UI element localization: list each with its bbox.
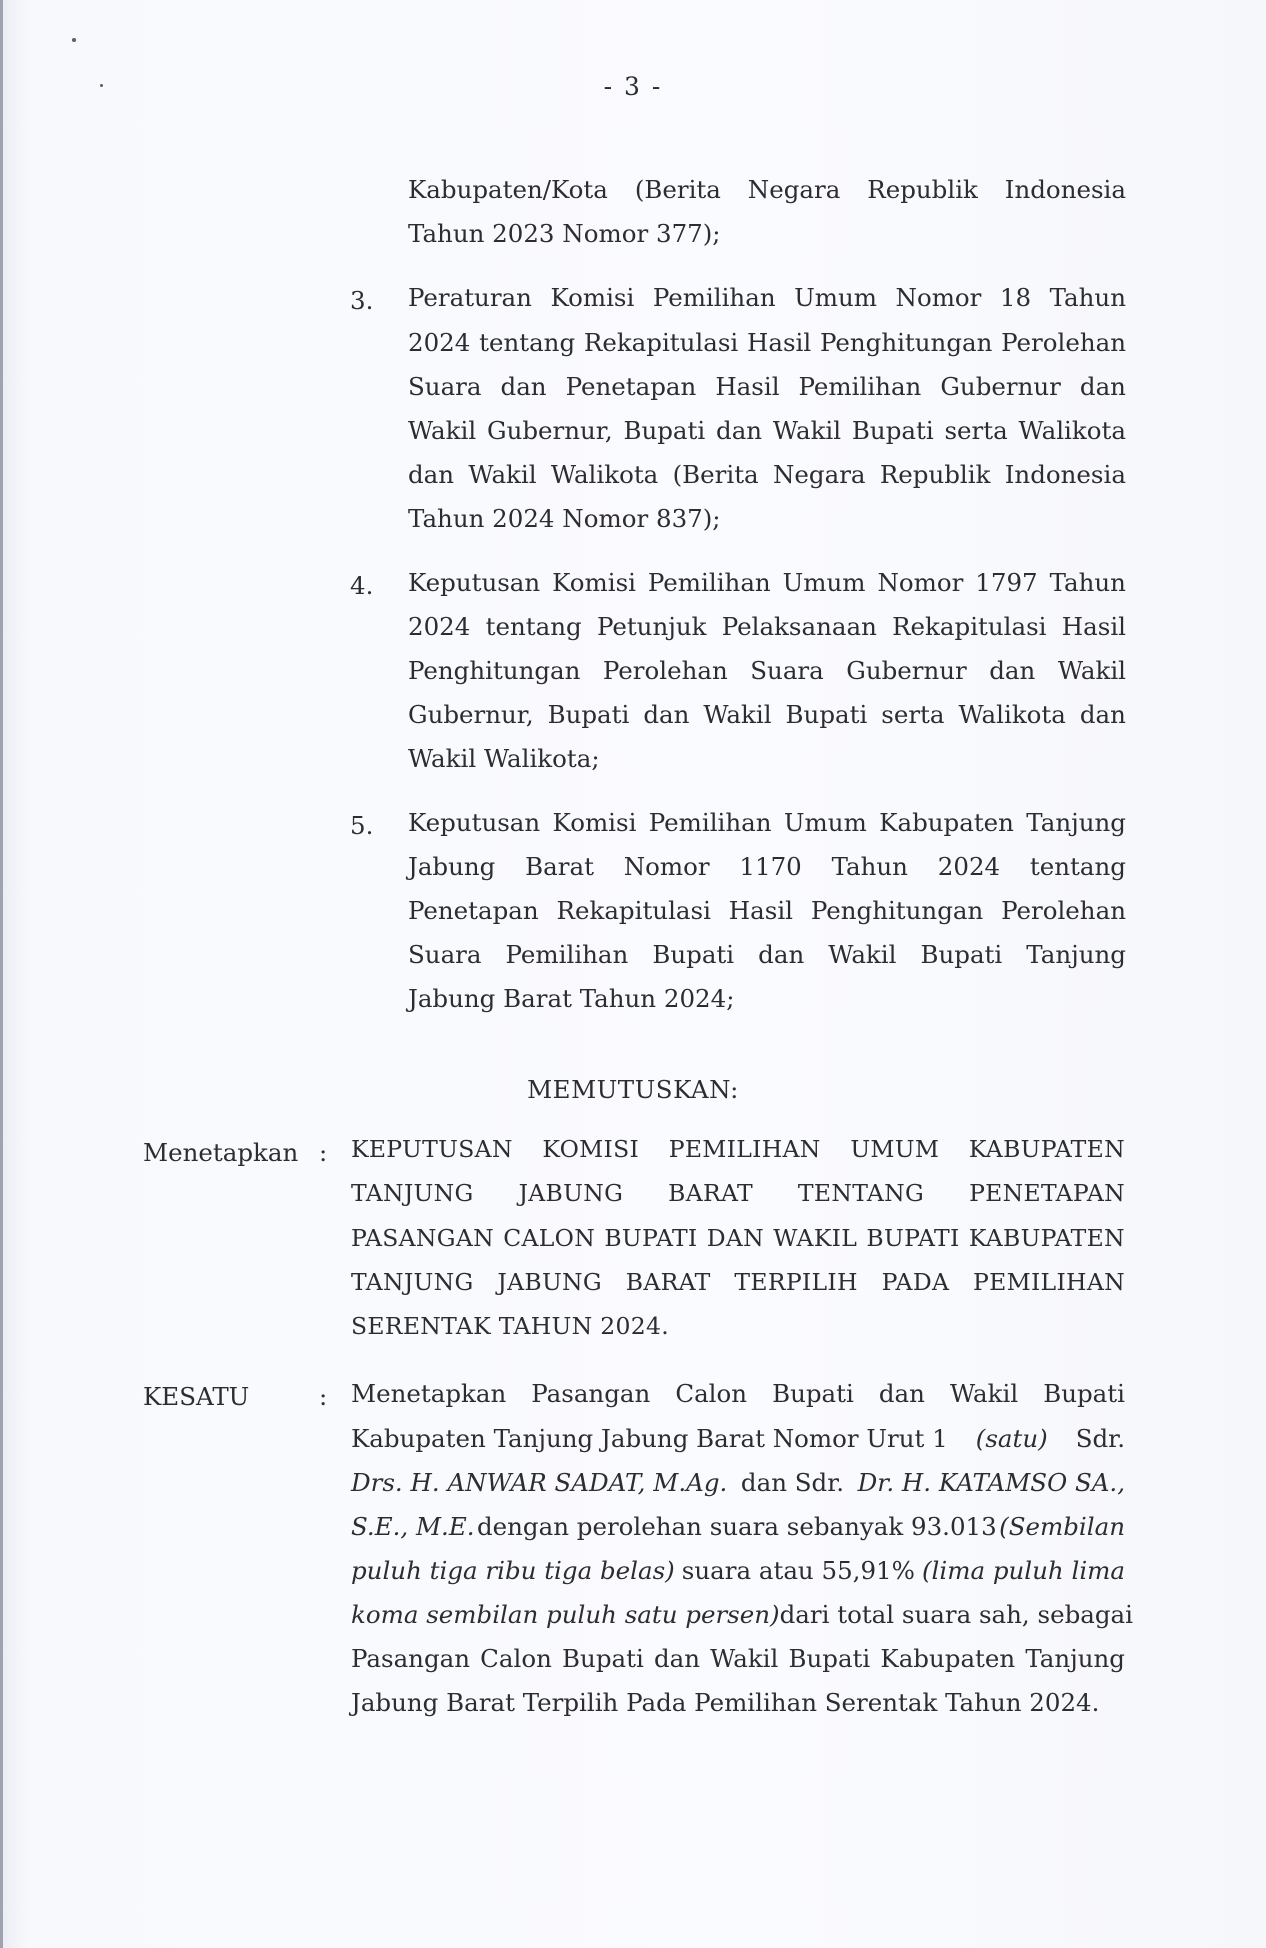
word: Tahun <box>831 852 908 881</box>
word: tentang <box>1029 852 1126 881</box>
word: (Berita <box>672 460 759 489</box>
item3-line <box>408 416 1126 445</box>
word: Penetapan <box>408 896 539 925</box>
word: tentang <box>485 612 582 641</box>
word: dan <box>643 700 690 729</box>
item2-line2: Tahun 2023 Nomor 377); <box>408 219 721 248</box>
word: Kabupaten <box>879 808 1014 837</box>
word: dan <box>1079 372 1126 401</box>
word: Bupati <box>920 940 1003 969</box>
word: Wakil <box>1057 656 1126 685</box>
word: Wakil <box>772 416 842 445</box>
word: TANJUNG <box>351 1179 474 1207</box>
word: PENETAPAN <box>969 1179 1125 1207</box>
word: 2024 <box>408 328 471 357</box>
menetapkan-line <box>351 1224 1125 1252</box>
item4-line <box>408 656 1126 685</box>
word: Indonesia <box>1004 175 1126 204</box>
word: Suara <box>408 372 482 401</box>
word: dan <box>878 1379 925 1408</box>
word: Wakil <box>408 416 477 445</box>
word: Walikota <box>550 460 659 489</box>
word: Tanjung <box>1025 1644 1125 1673</box>
word: TANJUNG <box>351 1268 474 1296</box>
word: Rekapitulasi <box>892 612 1047 641</box>
word: Gubernur <box>940 372 1061 401</box>
word: 2024 <box>408 612 471 641</box>
word: WAKIL <box>773 1224 858 1252</box>
word: Tanjung <box>1026 940 1126 969</box>
word: dan <box>500 372 547 401</box>
item5-line <box>408 808 1126 837</box>
word: Menetapkan <box>351 1379 507 1408</box>
word: Nomor <box>895 283 982 312</box>
word: Petunjuk <box>596 612 707 641</box>
word: PADA <box>881 1268 950 1296</box>
word: Wakil <box>710 1644 779 1673</box>
word: Bupati <box>652 940 735 969</box>
word: Bupati <box>772 1379 854 1408</box>
item3-number: 3. <box>350 286 374 315</box>
item3-line <box>408 460 1126 489</box>
word: Perolehan <box>1001 328 1126 357</box>
word: Wakil <box>828 940 897 969</box>
scan-speck <box>72 38 76 42</box>
menetapkan-line <box>351 1135 1125 1163</box>
kesatu-italic-text: (lima puluh lima <box>921 1556 1125 1585</box>
word: KABUPATEN <box>968 1224 1125 1252</box>
word: Komisi <box>552 808 637 837</box>
menetapkan-line <box>351 1179 1125 1207</box>
word: Suara <box>750 656 824 685</box>
word: dan <box>653 1644 701 1673</box>
word: Pasangan <box>531 1379 651 1408</box>
word: Calon <box>675 1379 748 1408</box>
kesatu-line <box>351 1424 1125 1453</box>
word: UMUM <box>850 1135 940 1163</box>
word: Indonesia <box>1004 460 1126 489</box>
kesatu-italic-text: (Sembilan <box>999 1512 1125 1541</box>
word: dan <box>408 460 455 489</box>
kesatu-text: dengan perolehan suara sebanyak 93.013 <box>476 1512 997 1541</box>
word: Negara <box>772 460 866 489</box>
word: Wakil <box>949 1379 1019 1408</box>
page-number: - 3 - <box>603 72 663 101</box>
word: Nomor <box>877 568 964 597</box>
item3-line <box>408 372 1126 401</box>
word: Bupati <box>785 700 868 729</box>
item5-line <box>408 896 1126 925</box>
scan-edge <box>0 0 3 1948</box>
kesatu-text: Kabupaten Tanjung Jabung Barat Nomor Urut 1 <box>351 1424 948 1453</box>
kesatu-label: KESATU <box>143 1382 250 1411</box>
word: serta <box>944 416 1008 445</box>
word: Pemilihan <box>648 808 772 837</box>
word: dan <box>1079 700 1126 729</box>
word: Umum <box>783 808 867 837</box>
word: KOMISI <box>542 1135 640 1163</box>
word: Negara <box>747 175 841 204</box>
item3-line-last: Tahun 2024 Nomor 837); <box>408 504 721 533</box>
word: Hasil <box>728 896 793 925</box>
word: Penghitungan <box>408 656 581 685</box>
kesatu-italic-text: koma sembilan puluh satu persen) <box>351 1600 780 1629</box>
word: 1797 <box>975 568 1038 597</box>
item2-line1 <box>408 175 1126 204</box>
word: Peraturan <box>408 283 532 312</box>
word: Kabupaten/Kota <box>408 175 608 204</box>
word: Gubernur, <box>487 416 613 445</box>
kesatu-text: Sdr. <box>1075 1424 1125 1453</box>
word: Bupati <box>547 700 630 729</box>
word: KEPUTUSAN <box>351 1135 513 1163</box>
item4-line <box>408 700 1126 729</box>
word: Perolehan <box>602 656 728 685</box>
menetapkan-colon: : <box>319 1138 328 1167</box>
word: Suara <box>408 940 482 969</box>
word: Kabupaten <box>880 1644 1016 1673</box>
word: PEMILIHAN <box>973 1268 1125 1296</box>
item5-line-last: Jabung Barat Tahun 2024; <box>408 984 735 1013</box>
item4-line-last: Wakil Walikota; <box>408 744 600 773</box>
word: Pasangan <box>351 1644 471 1673</box>
word: Komisi <box>552 568 636 597</box>
word: DAN <box>706 1224 765 1252</box>
word: BUPATI <box>866 1224 960 1252</box>
kesatu-italic-text: (satu) <box>975 1424 1048 1453</box>
word: Tahun <box>1049 283 1126 312</box>
kesatu-text: dan Sdr. <box>740 1468 845 1497</box>
word: (Berita <box>634 175 721 204</box>
kesatu-italic-text: S.E., M.E. <box>351 1512 475 1541</box>
word: Republik <box>867 175 978 204</box>
word: Pemilihan <box>505 940 629 969</box>
menetapkan-label: Menetapkan <box>143 1138 299 1167</box>
word: Rekapitulasi <box>583 328 739 357</box>
word: Pemilihan <box>652 283 776 312</box>
word: CALON <box>503 1224 596 1252</box>
item4-number: 4. <box>350 571 374 600</box>
word: Bupati <box>788 1644 871 1673</box>
kesatu-text: suara atau 55,91% <box>681 1556 915 1585</box>
word: tentang <box>479 328 576 357</box>
decision-heading: MEMUTUSKAN: <box>527 1075 739 1104</box>
word: Pelaksanaan <box>721 612 877 641</box>
word: Tahun <box>1049 568 1126 597</box>
word: Bupati <box>1043 1379 1125 1408</box>
kesatu-italic-text: Drs. H. ANWAR SADAT, M.Ag. <box>351 1468 728 1497</box>
item3-line <box>408 328 1126 357</box>
word: Penghitungan <box>819 328 993 357</box>
word: Keputusan <box>408 808 541 837</box>
word: BARAT <box>668 1179 753 1207</box>
word: Hasil <box>715 372 780 401</box>
word: Calon <box>480 1644 552 1673</box>
word: Penghitungan <box>810 896 984 925</box>
word: 2024 <box>937 852 1001 881</box>
word: Pemilihan <box>798 372 922 401</box>
item5-line <box>408 940 1126 969</box>
word: PEMILIHAN <box>668 1135 821 1163</box>
word: Bupati <box>851 416 934 445</box>
word: Republik <box>879 460 991 489</box>
kesatu-italic-text: Dr. H. KATAMSO SA., <box>857 1468 1125 1497</box>
word: Barat <box>525 852 594 881</box>
item3-line <box>408 283 1126 312</box>
word: Penetapan <box>565 372 697 401</box>
kesatu-colon: : <box>319 1382 328 1411</box>
word: Umum <box>782 568 866 597</box>
word: TERPILIH <box>734 1268 858 1296</box>
word: Jabung <box>408 852 496 881</box>
word: JABUNG <box>497 1268 602 1296</box>
word: Perolehan <box>1001 896 1126 925</box>
menetapkan-line <box>351 1268 1125 1296</box>
word: Walikota <box>1018 416 1126 445</box>
word: BUPATI <box>604 1224 698 1252</box>
word: PASANGAN <box>351 1224 494 1252</box>
kesatu-text: dari total suara sah, sebagai <box>779 1600 1133 1629</box>
kesatu-line <box>351 1644 1125 1673</box>
word: dan <box>989 656 1036 685</box>
word: Komisi <box>550 283 635 312</box>
word: Bupati <box>562 1644 644 1673</box>
word: KABUPATEN <box>968 1135 1125 1163</box>
kesatu-line-last: Jabung Barat Terpilih Pada Pemilihan Serentak Tahun 2024. <box>351 1688 1100 1717</box>
kesatu-line <box>351 1600 1133 1629</box>
kesatu-line <box>351 1468 1125 1497</box>
word: dan <box>758 940 805 969</box>
word: Wakil <box>468 460 537 489</box>
word: 18 <box>999 283 1032 312</box>
word: Gubernur <box>846 656 967 685</box>
word: Umum <box>794 283 878 312</box>
kesatu-line <box>351 1556 1125 1585</box>
word: Tanjung <box>1026 808 1126 837</box>
word: Nomor <box>623 852 710 881</box>
kesatu-line <box>351 1379 1125 1408</box>
word: Hasil <box>747 328 812 357</box>
word: BARAT <box>625 1268 711 1296</box>
word: Rekapitulasi <box>556 896 711 925</box>
word: 1170 <box>739 852 802 881</box>
word: serta <box>881 700 945 729</box>
kesatu-italic-text: puluh tiga ribu tiga belas) <box>351 1556 675 1585</box>
item5-line <box>408 852 1126 881</box>
item4-line <box>408 612 1126 641</box>
word: Walikota <box>958 700 1066 729</box>
word: Wakil <box>703 700 772 729</box>
word: Keputusan <box>408 568 541 597</box>
word: JABUNG <box>518 1179 624 1207</box>
word: Bupati <box>623 416 706 445</box>
word: Hasil <box>1061 612 1126 641</box>
menetapkan-line-last: SERENTAK TAHUN 2024. <box>351 1312 670 1340</box>
word: Pemilihan <box>647 568 771 597</box>
item5-number: 5. <box>350 811 374 840</box>
word: dan <box>716 416 763 445</box>
kesatu-line <box>351 1512 1125 1541</box>
item4-line <box>408 568 1126 597</box>
word: TENTANG <box>797 1179 925 1207</box>
word: Gubernur, <box>408 700 534 729</box>
